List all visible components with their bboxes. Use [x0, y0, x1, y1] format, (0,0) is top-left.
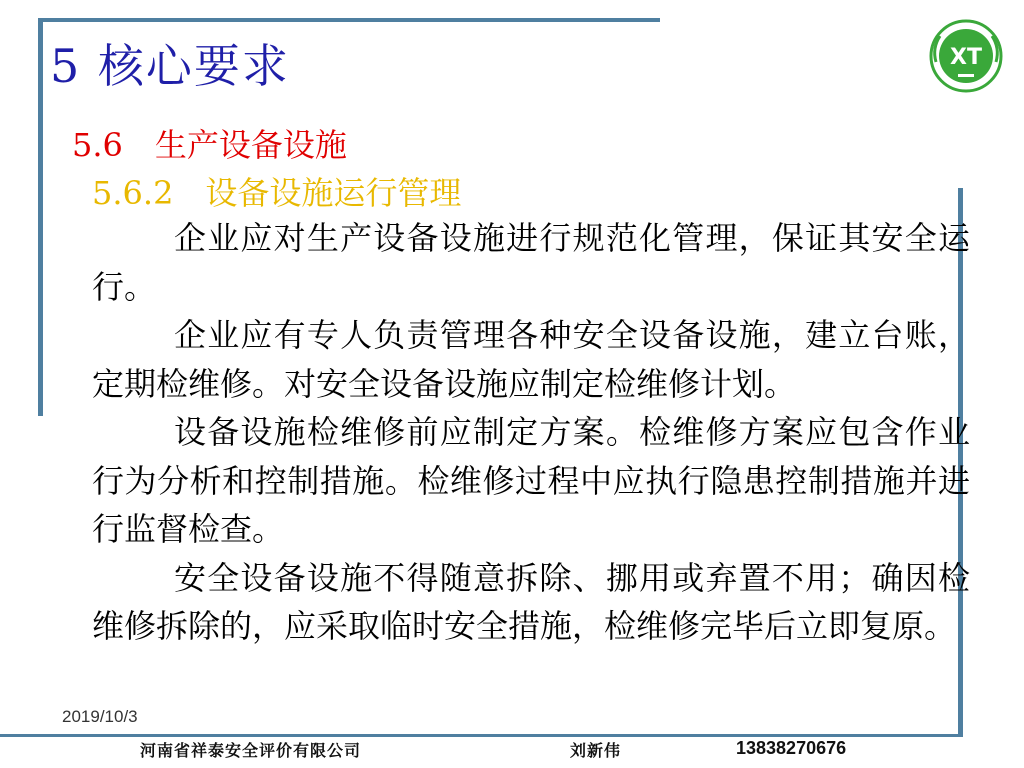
- body-paragraph-4: 安全设备设施不得随意拆除、挪用或弃置不用；确因检维修拆除的，应采取临时安全措施，检维修完毕后立即复原。: [92, 558, 970, 645]
- footer-company: 河南省祥泰安全评价有限公司: [140, 741, 362, 760]
- slide-title: 5 核心要求: [50, 39, 290, 93]
- body-paragraph-1: 企业应对生产设备设施进行规范化管理，保证其安全运行。: [92, 219, 970, 306]
- body-paragraph-3: 设备设施检维修前应制定方案。检维修方案应包含作业行为分析和控制措施。检维修过程中应执行隐患控制措施并进行监督检查。: [92, 413, 970, 548]
- logo-text: XT: [950, 45, 982, 70]
- footer-phone: 13838270676: [736, 738, 847, 758]
- section-heading: 5.6 生产设备设施: [72, 126, 347, 164]
- slide-body: [92, 214, 970, 651]
- frame-bottom-line: [0, 734, 963, 737]
- frame-top-line: [38, 18, 660, 22]
- slide-date: 2019/10/3: [62, 707, 138, 726]
- body-paragraph-2: 企业应有专人负责管理各种安全设备设施，建立台账，定期检维修。对安全设备设施应制定检维修计划。: [92, 316, 970, 403]
- xt-logo-icon: [928, 18, 1004, 94]
- subsection-heading: 5.6.2 设备设施运行管理: [92, 174, 462, 212]
- frame-left-line: [38, 18, 43, 416]
- footer-author: 刘新伟: [570, 741, 622, 760]
